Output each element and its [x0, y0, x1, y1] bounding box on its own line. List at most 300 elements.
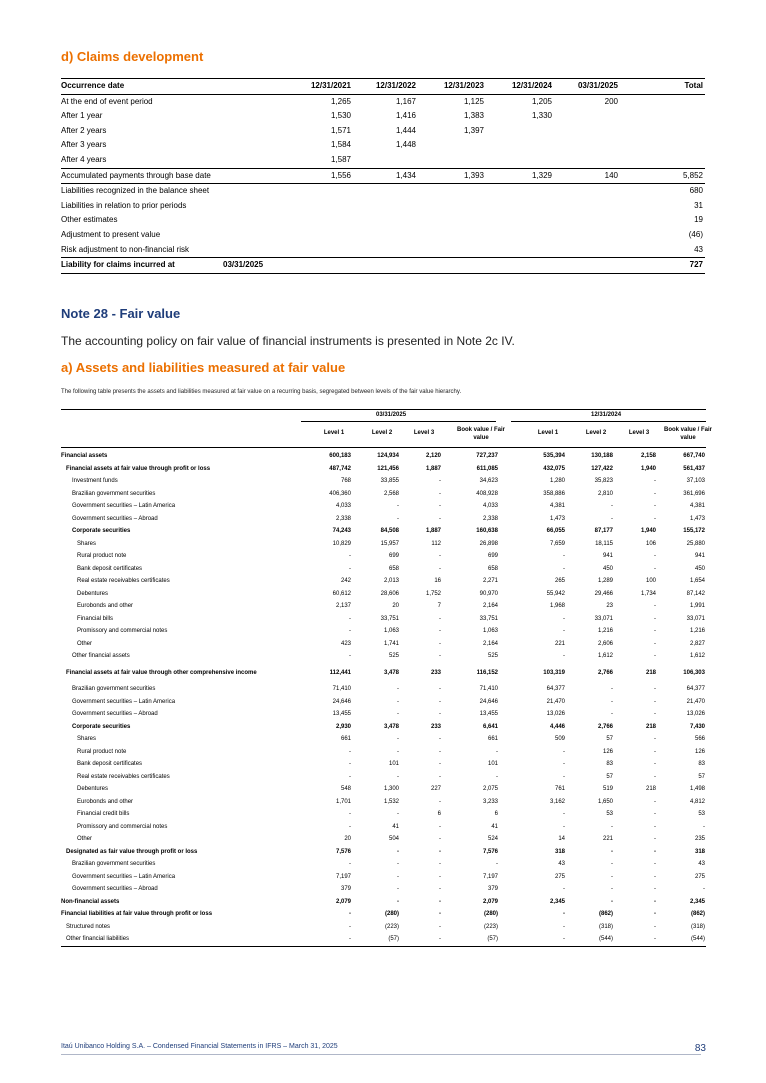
fair-value-cell: -	[654, 628, 656, 634]
fair-value-cell: -	[397, 898, 399, 905]
fair-value-cell: 71,410	[479, 686, 498, 692]
fair-value-cell: 1,063	[482, 628, 498, 634]
fair-value-cell: 611,085	[476, 465, 498, 472]
fair-value-row	[61, 683, 706, 696]
fair-value-cell: -	[563, 628, 565, 634]
fair-value-cell: -	[654, 736, 656, 742]
fair-value-cell: (57)	[388, 936, 399, 942]
fair-value-cell: -	[439, 873, 441, 880]
fair-value-cell: 525	[487, 653, 498, 659]
fair-value-cell: -	[611, 886, 613, 892]
fair-value-row-label: Corporate securities	[72, 723, 131, 730]
fair-value-row-label: Real estate receivables certificates	[77, 773, 170, 780]
fair-value-row	[61, 696, 706, 709]
fair-value-cell: -	[654, 653, 656, 659]
fair-value-cell: 160,638	[476, 528, 498, 534]
fair-value-cell: -	[654, 761, 656, 767]
fair-value-cell: -	[439, 848, 441, 855]
fair-value-cell: 7,197	[482, 873, 498, 880]
fair-value-cell: 7,197	[335, 873, 351, 880]
fair-value-cell: (862)	[690, 911, 705, 917]
fair-value-cell: 1,216	[689, 628, 705, 634]
fair-value-cell: 66,055	[546, 528, 565, 534]
fair-value-cell: 2,766	[597, 669, 613, 676]
fair-value-cell: 101	[487, 761, 498, 767]
column-header-cell: Level 3	[413, 430, 435, 436]
fair-value-row-label: Financial liabilities at fair value through profit or loss	[61, 911, 213, 917]
column-header-cell: Level 2	[585, 430, 607, 436]
fair-value-cell: 3,233	[482, 798, 498, 805]
fair-value-row	[61, 721, 706, 734]
fair-value-cell: 25,880	[686, 540, 705, 547]
fair-value-cell: 87,142	[686, 590, 705, 597]
fair-value-cell: -	[439, 773, 441, 780]
fair-value-cell: -	[563, 936, 565, 942]
fair-value-cell: 1,654	[689, 578, 705, 584]
claims-cell: 1,556	[330, 170, 351, 180]
claims-row	[61, 168, 705, 184]
fair-value-cell: -	[349, 553, 351, 559]
claims-development-table	[61, 78, 705, 274]
fair-value-row	[61, 575, 706, 588]
fair-value-row	[61, 896, 706, 909]
claims-row	[61, 153, 705, 168]
fair-value-cell: 1,940	[640, 465, 656, 472]
claims-heading: d) Claims development	[61, 49, 204, 64]
note-policy-text: The accounting policy on fair value of financial instruments is presented in Note 2c IV.	[61, 334, 515, 348]
fair-value-cell: 7,659	[549, 540, 565, 547]
fair-value-cell: -	[439, 748, 441, 755]
fair-value-row	[61, 525, 706, 538]
fair-value-cell: -	[563, 911, 565, 917]
fair-value-row-label: Debentures	[77, 786, 109, 792]
fair-value-cell: 41	[491, 823, 498, 830]
fair-value-row-label: Designated as fair value through profit or loss	[66, 848, 198, 855]
fair-value-cell: -	[611, 711, 613, 717]
claims-cell: (46)	[688, 229, 703, 239]
fair-value-cell: 64,377	[546, 686, 565, 692]
fair-value-cell: 761	[554, 786, 565, 792]
fair-value-cell: 227	[430, 786, 441, 792]
fair-value-row-label: Eurobonds and other	[77, 798, 134, 805]
fair-value-cell: 2,079	[335, 898, 351, 905]
fair-value-cell: 53	[606, 811, 613, 817]
fair-value-cell: -	[439, 711, 441, 717]
fair-value-cell: -	[654, 936, 656, 942]
fair-value-cell: -	[439, 836, 441, 842]
claims-cell: 1,329	[531, 170, 552, 180]
fair-value-cell: (862)	[598, 911, 613, 917]
fair-value-cell: 2,013	[383, 578, 399, 584]
fair-value-cell: 87,177	[594, 528, 613, 534]
fair-value-cell: 519	[602, 786, 613, 792]
fair-value-cell: 124,934	[377, 453, 399, 459]
fair-value-cell: 768	[340, 478, 351, 484]
fair-value-cell: (318)	[598, 923, 613, 930]
fair-value-cell: 941	[694, 553, 705, 559]
fair-value-cell: -	[654, 836, 656, 842]
fair-value-cell: -	[654, 503, 656, 509]
fair-value-cell: -	[611, 898, 613, 905]
fair-value-cell: -	[654, 515, 656, 522]
fair-value-cell: -	[397, 686, 399, 692]
fair-value-row-label: Bank deposit certificates	[77, 761, 143, 767]
fair-value-row-label: Structured notes	[66, 923, 111, 930]
fair-value-cell: -	[349, 761, 351, 767]
fair-value-cell: -	[397, 873, 399, 880]
fair-value-cell: -	[654, 640, 656, 647]
fair-value-cell: 699	[388, 553, 399, 559]
fair-value-row	[61, 538, 706, 551]
column-header-cell: Level 3	[628, 430, 650, 436]
fair-value-cell: 1,300	[383, 786, 399, 792]
fair-value-cell: 406,360	[329, 490, 351, 497]
fair-value-cell: 1,280	[549, 478, 565, 484]
fair-value-row-label: Government securities – Abroad	[72, 711, 158, 717]
fair-value-cell: 2,345	[689, 898, 705, 905]
fair-value-cell: (544)	[598, 936, 613, 942]
fair-value-row	[61, 488, 706, 501]
fair-value-cell: 408,928	[476, 490, 498, 497]
fair-value-cell: 727,237	[476, 453, 498, 459]
fair-value-cell: 487,742	[329, 465, 351, 472]
fair-value-cell: 524	[487, 836, 498, 842]
fair-value-cell: -	[654, 861, 656, 867]
fair-value-cell: 74,243	[332, 528, 351, 534]
fair-value-row	[61, 638, 706, 651]
fair-value-cell: 57	[606, 773, 613, 780]
claims-header-cell: 12/31/2024	[511, 81, 552, 90]
fair-value-cell: -	[439, 936, 441, 942]
fair-value-cell: 116,152	[476, 669, 498, 676]
fair-value-cell: 4,381	[549, 503, 565, 509]
fair-value-cell: 235	[694, 836, 705, 842]
fair-value-cell: -	[654, 553, 656, 559]
fair-value-row-label: Other	[77, 836, 93, 842]
footer-text: Itaú Unibanco Holding S.A. – Condensed Financial Statements in IFRS – March 31, 2025	[61, 1043, 338, 1050]
fair-value-cell: (57)	[487, 936, 498, 942]
fair-value-cell: 55,942	[546, 590, 565, 597]
fair-value-cell: -	[349, 748, 351, 755]
claims-cell: 680	[689, 186, 703, 196]
fair-value-cell: (280)	[483, 911, 498, 917]
claims-cell: 5,852	[682, 170, 703, 180]
fair-value-cell: -	[611, 686, 613, 692]
claims-header-cell: 12/31/2023	[443, 81, 484, 90]
fair-value-cell: 43	[698, 861, 705, 867]
fair-value-cell: -	[349, 811, 351, 817]
fair-value-cell: -	[654, 686, 656, 692]
fair-value-cell: -	[397, 515, 399, 522]
fair-value-cell: 1,887	[425, 528, 441, 534]
fair-value-cell: 379	[340, 886, 351, 892]
fair-value-row-label: Government securities – Latin America	[72, 698, 176, 705]
fair-value-cell: 275	[554, 873, 565, 880]
fair-value-row	[61, 708, 706, 721]
fair-value-cell: 15,957	[380, 540, 399, 547]
fair-value-cell: -	[654, 886, 656, 892]
claims-final-total: 727	[689, 260, 703, 270]
fair-value-cell: 1,940	[640, 528, 656, 534]
fair-value-cell: 600,183	[329, 453, 351, 459]
fair-value-cell: -	[397, 848, 399, 855]
claims-row-label: Liabilities in relation to prior periods	[61, 200, 187, 210]
fair-value-cell: -	[439, 761, 441, 767]
fair-value-cell: -	[397, 748, 399, 755]
fair-value-cell: 83	[698, 761, 705, 767]
fair-value-heading: a) Assets and liabilities measured at fair value	[61, 360, 346, 375]
fair-value-cell: 4,381	[689, 503, 705, 509]
fair-value-cell: -	[439, 886, 441, 892]
fair-value-cell: 218	[645, 786, 656, 792]
fair-value-cell: 275	[694, 873, 705, 880]
fair-value-row-label: Brazilian government securities	[72, 686, 156, 692]
claims-row-label: Other estimates	[61, 215, 118, 225]
fair-value-cell: 658	[388, 565, 399, 572]
fair-value-cell: 450	[694, 565, 705, 572]
fair-value-row	[61, 450, 706, 463]
fair-value-cell: (223)	[483, 923, 498, 930]
fair-value-cell: -	[397, 736, 399, 742]
fair-value-cell: -	[654, 478, 656, 484]
fair-value-cell: 106	[645, 540, 656, 547]
fair-value-body	[61, 450, 706, 947]
fair-value-cell: 6	[494, 811, 498, 817]
fair-value-row	[61, 600, 706, 613]
fair-value-row-label: Real estate receivables certificates	[77, 578, 170, 584]
fair-value-cell: 658	[487, 565, 498, 572]
fair-value-cell: 1,498	[689, 786, 705, 792]
fair-value-cell: 21,470	[546, 698, 565, 705]
fair-value-cell: -	[654, 798, 656, 805]
fair-value-row	[61, 821, 706, 834]
fair-value-cell: -	[349, 861, 351, 867]
fair-value-row	[61, 833, 706, 846]
fair-value-cell: -	[611, 823, 613, 830]
fair-value-cell: 18,115	[595, 540, 613, 547]
fair-value-cell: 13,455	[479, 711, 498, 717]
fair-value-cell: 2,345	[549, 898, 565, 905]
fair-value-row-label: Shares	[77, 736, 97, 742]
fair-value-cell: 2,271	[482, 578, 498, 584]
fair-value-cell: 33,751	[380, 615, 399, 622]
claims-cell: 1,397	[463, 125, 484, 135]
fair-value-cell: 535,394	[543, 453, 565, 459]
fair-value-cell: 941	[602, 553, 613, 559]
column-header-cell: Level 1	[537, 430, 559, 436]
fair-value-cell: 57	[698, 773, 705, 780]
fair-value-cell: -	[439, 861, 441, 867]
claims-cell: 19	[694, 215, 703, 225]
fair-value-row	[61, 921, 706, 934]
claims-row-label: Risk adjustment to non-financial risk	[61, 244, 190, 254]
claims-cell: 1,434	[395, 170, 416, 180]
fair-value-cell: -	[654, 848, 656, 855]
fair-value-cell: 233	[430, 723, 441, 730]
fair-value-row-label: Financial assets at fair value through profit or loss	[66, 465, 211, 472]
fair-value-cell: 265	[554, 578, 565, 584]
fair-value-cell: 20	[392, 603, 399, 609]
fair-value-cell: 318	[694, 848, 705, 855]
fair-value-cell: 221	[602, 836, 613, 842]
fair-value-row	[61, 500, 706, 513]
claims-row-label: After 3 years	[61, 140, 107, 150]
fair-value-row	[61, 733, 706, 746]
claims-header-cell: 12/31/2021	[310, 81, 351, 90]
fair-value-row	[61, 746, 706, 759]
fair-value-cell: -	[563, 653, 565, 659]
fair-value-cell: -	[563, 886, 565, 892]
claims-row	[61, 95, 705, 110]
fair-value-cell: 103,319	[543, 669, 565, 676]
fair-value-cell: 126	[694, 748, 705, 755]
fair-value-row	[61, 933, 706, 947]
fair-value-row-label: Brazilian government securities	[72, 490, 156, 497]
fair-value-cell: 233	[430, 669, 441, 676]
fair-value-row-label: Rural product note	[77, 553, 127, 559]
fair-value-row	[61, 783, 706, 796]
fair-value-row-label: Other financial assets	[72, 653, 130, 659]
fair-value-cell: 450	[602, 565, 613, 572]
fair-value-cell: 1,752	[425, 590, 441, 597]
fair-value-cell: 1,991	[689, 603, 705, 609]
period-label-1: 03/31/2025	[376, 412, 407, 418]
fair-value-cell: 7	[437, 603, 441, 609]
fair-value-cell: -	[611, 848, 613, 855]
fair-value-row-label: Eurobonds and other	[77, 603, 134, 609]
fair-value-row-label: Government securities – Latin America	[72, 503, 176, 509]
fair-value-cell: -	[439, 923, 441, 930]
claims-cell: 1,444	[395, 125, 416, 135]
fair-value-cell: 2,120	[425, 453, 441, 459]
fair-value-cell: 4,812	[689, 798, 705, 805]
fair-value-cell: 1,532	[383, 798, 399, 805]
fair-value-row-label: Rural product note	[77, 748, 127, 755]
fair-value-cell: 2,164	[482, 640, 498, 647]
fair-value-cell: -	[439, 823, 441, 830]
fair-value-cell: -	[439, 798, 441, 805]
fair-value-cell: -	[349, 911, 351, 917]
fair-value-cell: -	[654, 615, 656, 622]
fair-value-cell: -	[654, 603, 656, 609]
fair-value-cell: 10,829	[332, 540, 351, 547]
fair-value-cell: 218	[645, 669, 656, 676]
fair-value-row	[61, 513, 706, 526]
claims-row	[61, 124, 705, 139]
fair-value-cell: 1,650	[597, 798, 613, 805]
fair-value-intro: The following table presents the assets and liabilities measured at fair value on a recurring basis, segregated between levels of the fair value hierarchy.	[61, 389, 462, 395]
fair-value-row	[61, 771, 706, 784]
fair-value-cell: 43	[558, 861, 565, 867]
fair-value-row-label: Bank deposit certificates	[77, 565, 143, 572]
fair-value-cell: 13,026	[546, 711, 565, 717]
fair-value-cell: -	[496, 748, 498, 755]
fair-value-cell: -	[563, 773, 565, 780]
fair-value-cell: -	[654, 823, 656, 830]
fair-value-cell: -	[654, 698, 656, 705]
fair-value-cell: -	[349, 923, 351, 930]
fair-value-cell: 1,216	[597, 628, 613, 634]
fair-value-row-label: Government securities – Abroad	[72, 886, 158, 892]
fair-value-cell: 24,646	[332, 698, 351, 705]
column-header-cell: Book value / Fair value	[456, 427, 505, 441]
fair-value-cell: 2,338	[482, 515, 498, 522]
claims-row	[61, 228, 705, 243]
fair-value-cell: 2,164	[482, 603, 498, 609]
period-label-2: 12/31/2024	[591, 412, 622, 418]
claims-row	[61, 138, 705, 153]
fair-value-cell: -	[397, 711, 399, 717]
fair-value-cell: -	[654, 565, 656, 572]
fair-value-cell: 28,606	[380, 590, 399, 597]
fair-value-row-label: Debentures	[77, 590, 109, 597]
fair-value-cell: (280)	[384, 911, 399, 917]
fair-value-cell: -	[563, 923, 565, 930]
fair-value-cell: -	[397, 503, 399, 509]
fair-value-cell: 1,063	[383, 628, 399, 634]
fair-value-table	[61, 409, 712, 947]
fair-value-cell: 23	[606, 603, 613, 609]
fair-value-cell: 121,456	[377, 465, 399, 472]
claims-cell: 1,205	[531, 96, 552, 106]
claims-row-label: At the end of event period	[61, 96, 153, 106]
fair-value-cell: (544)	[690, 936, 705, 942]
fair-value-row-label: Shares	[77, 540, 97, 547]
claims-row-label: Adjustment to present value	[61, 229, 161, 239]
fair-value-cell: -	[349, 936, 351, 942]
fair-value-cell: -	[611, 873, 613, 880]
claims-header-cell: 03/31/2025	[577, 81, 618, 90]
column-header-cell: Book value / Fair value	[663, 427, 712, 441]
fair-value-cell: 83	[606, 761, 613, 767]
fair-value-cell: 2,766	[597, 723, 613, 730]
claims-cell: 1,383	[463, 111, 484, 121]
fair-value-row	[61, 463, 706, 476]
fair-value-cell: -	[563, 615, 565, 622]
fair-value-cell: -	[349, 628, 351, 634]
fair-value-cell: 2,606	[597, 640, 613, 647]
fair-value-cell: 112	[431, 540, 441, 547]
fair-value-cell: -	[654, 911, 656, 917]
fair-value-cell: 1,741	[383, 640, 399, 647]
fair-value-row-label: Government securities – Abroad	[72, 515, 158, 522]
fair-value-cell: 1,473	[549, 515, 565, 522]
fair-value-cell: -	[397, 773, 399, 780]
fair-value-cell: 4,446	[549, 723, 565, 730]
claims-header-cell: 12/31/2022	[375, 81, 416, 90]
fair-value-cell: 130,188	[591, 453, 613, 459]
fair-value-cell: 33,071	[686, 615, 705, 622]
fair-value-cell: 661	[340, 736, 351, 742]
fair-value-row	[61, 650, 706, 663]
fair-value-cell: 26,898	[479, 540, 498, 547]
fair-value-cell: 3,478	[383, 723, 399, 730]
fair-value-row-label: Other financial liabilities	[66, 936, 130, 942]
fair-value-row-label: Investment funds	[72, 478, 118, 484]
fair-value-cell: 379	[487, 886, 498, 892]
fair-value-cell: 361,696	[683, 490, 705, 497]
fair-value-row-label: Government securities – Latin America	[72, 873, 176, 880]
fair-value-cell: 127,422	[591, 465, 613, 472]
claims-cell: 200	[604, 96, 618, 106]
fair-value-cell: (223)	[384, 923, 399, 930]
fair-value-cell: -	[349, 773, 351, 780]
fair-value-cell: 84,508	[380, 528, 399, 534]
fair-value-cell: -	[439, 565, 441, 572]
fair-value-cell: -	[654, 898, 656, 905]
claims-header-cell: Total	[684, 81, 703, 90]
fair-value-cell: 6	[437, 811, 441, 817]
